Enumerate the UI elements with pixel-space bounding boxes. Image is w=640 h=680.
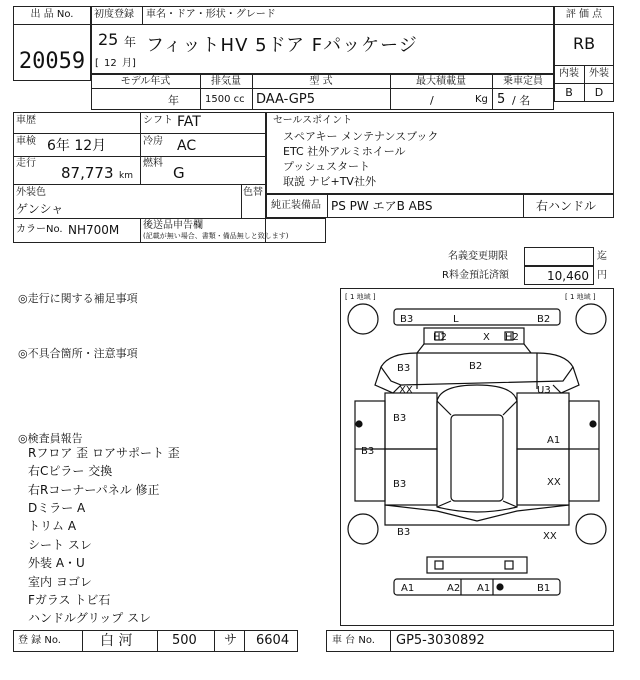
inspector-line: Rフロア 歪 ロアサポート 歪 — [28, 446, 180, 460]
ac-label: 冷房 — [143, 136, 163, 147]
driving-notes-label: ◎走行に関する補足事項 — [18, 292, 138, 305]
color-label: 外装色 — [16, 187, 46, 198]
damage-mark: B2 — [537, 314, 551, 325]
load-value: / — [430, 94, 434, 107]
shift-value: FAT — [177, 114, 201, 130]
tire-front-right — [576, 304, 606, 334]
name-change-field — [524, 247, 594, 266]
recycle-unit: 円 — [597, 270, 607, 281]
sales-point-line: プッシュスタート — [283, 160, 371, 173]
ext-grade: D — [594, 86, 604, 99]
sales-point-line: ETC 社外アルミホイール — [283, 145, 406, 158]
color-value: ゲンシャ — [16, 202, 64, 216]
ac-value: AC — [177, 138, 197, 154]
fuel-value: G — [173, 164, 185, 182]
trunk — [385, 505, 569, 525]
roof — [451, 415, 503, 501]
damage-mark: XX — [547, 477, 561, 488]
tire-front-left — [348, 304, 378, 334]
inspector-line: Dミラー A — [28, 501, 86, 515]
rear-left-door — [385, 449, 437, 505]
tire-rear-left — [348, 514, 378, 544]
damage-mark: A1 — [401, 583, 415, 594]
eval-grade: RB — [572, 34, 596, 53]
ext-label: 外装 — [589, 68, 609, 79]
cc-value: 1500 cc — [205, 94, 245, 105]
inspector-line: 室内 ヨゴレ — [28, 575, 92, 589]
lot-number: 20059 — [18, 49, 86, 74]
registration-class: 500 — [172, 633, 197, 648]
damage-mark: L — [453, 314, 459, 325]
int-label: 内装 — [559, 68, 579, 79]
registration-label: 登 録 No. — [18, 635, 61, 646]
inspector-line: ハンドルグリップ スレ — [28, 611, 152, 625]
tire-rear-right — [576, 514, 606, 544]
reg-year: 25 — [98, 30, 119, 49]
recycle-value: 10,460 — [547, 269, 589, 283]
lot-label: 出 品 No. — [30, 9, 74, 20]
reg-label: 初度登録 — [94, 9, 134, 20]
damage-mark: XX — [399, 385, 413, 396]
color-no-label: カラーNo. — [16, 224, 63, 235]
damage-mark: H2 — [433, 332, 447, 343]
damage-mark: X — [483, 332, 490, 343]
registration-area: 白 河 — [100, 633, 133, 649]
reg-month: 12 — [104, 58, 117, 69]
damage-mark: B1 — [537, 583, 551, 594]
registration-kana: サ — [224, 633, 238, 648]
chassis-label: 車 台 No. — [332, 635, 375, 646]
damage-mark: B3 — [400, 314, 414, 325]
name-change-unit: 迄 — [597, 251, 607, 262]
rear-panel — [427, 557, 527, 573]
car-label: 車名・ドア・形状・グレード — [146, 9, 276, 20]
cabin — [437, 385, 517, 512]
reg-month-open: [ — [95, 58, 99, 69]
load-label: 最大積載量 — [416, 76, 466, 87]
tag-right: [ 1 地域 ] — [565, 293, 596, 301]
type-value: DAA-GP5 — [256, 92, 315, 107]
handle-value: 右ハンドル — [536, 199, 597, 213]
damage-mark: B3 — [397, 363, 411, 374]
reg-year-unit: 年 — [124, 35, 137, 49]
damage-mark: B3 — [361, 446, 375, 457]
chassis-value: GP5-3030892 — [396, 633, 485, 648]
capacity-label: 乗車定員 — [503, 76, 543, 87]
color-change-label: 色替 — [243, 187, 263, 198]
damage-mark: B3 — [397, 527, 411, 538]
capacity-unit: / 名 — [512, 94, 531, 107]
inspector-line: 右Cピラー 交換 — [28, 464, 113, 478]
damage-mark: B3 — [393, 413, 407, 424]
capacity-value: 5 — [497, 92, 506, 107]
name-change-label: 名義変更期限 — [448, 251, 508, 262]
cc-label: 排気量 — [211, 76, 241, 87]
reg-month-unit: 月] — [122, 58, 136, 69]
model-year-unit: 年 — [168, 94, 179, 107]
defects-label: ◎不具合箇所・注意事項 — [18, 347, 138, 360]
sales-point-line: スペアキー メンテナンスブック — [283, 130, 439, 143]
damage-mark: XX — [543, 531, 557, 542]
damage-mark: A1 — [477, 583, 491, 594]
damage-mark: U3 — [537, 385, 551, 396]
damage-mark: B2 — [469, 361, 483, 372]
shift-label: シフト — [143, 115, 173, 126]
damage-mark: A1 — [547, 435, 561, 446]
damage-mark: A2 — [447, 583, 461, 594]
eval-label: 評 価 点 — [565, 9, 603, 20]
inspection-label: 車検 — [16, 136, 36, 147]
equipment-label: 純正装備品 — [271, 200, 321, 211]
inspector-line: Fガラス トビ石 — [28, 593, 111, 607]
documents-label: 後送品申告欄 — [143, 220, 203, 231]
damage-mark: B3 — [393, 479, 407, 490]
mileage-label: 走行 — [16, 158, 36, 169]
damage-mark: H2 — [505, 332, 519, 343]
car-name: フィットHV 5ドア Fパッケージ — [146, 35, 418, 56]
equipment-value: PS PW エアB ABS — [331, 199, 433, 213]
mileage-unit: km — [119, 171, 133, 181]
rear-right-door — [517, 449, 569, 505]
recycle-label: R料金預託済額 — [442, 270, 509, 281]
inspector-label: ◎検査員報告 — [18, 432, 83, 445]
int-grade: B — [565, 86, 573, 99]
front-right-door — [517, 393, 569, 449]
damage-diagram — [340, 288, 614, 626]
front-bumper — [394, 309, 560, 325]
registration-number: 6604 — [256, 633, 290, 648]
model-year-label: モデル年式 — [120, 76, 171, 87]
fuel-label: 燃料 — [143, 158, 163, 169]
sales-points-label: セールスポイント — [273, 115, 353, 126]
right-side — [569, 401, 599, 501]
inspector-line: シート スレ — [28, 538, 92, 552]
tag-left: [ 1 地域 ] — [345, 293, 376, 301]
history-label: 車歴 — [16, 115, 36, 126]
inspector-line: トリム A — [28, 519, 77, 533]
sales-point-line: 取説 ナビ+TV社外 — [283, 175, 376, 188]
inspection-value: 6年 12月 — [47, 138, 107, 154]
mileage-value: 87,773 — [61, 164, 114, 182]
inspector-line: 外装 A・U — [28, 556, 85, 570]
load-unit: Kg — [475, 94, 488, 105]
inspector-line: 右Rコーナーパネル 修正 — [28, 483, 160, 497]
color-no-value: NH700M — [68, 223, 120, 237]
type-label: 型 式 — [309, 76, 333, 87]
documents-note: (記載が無い場合、書類・備品無しと致します) — [143, 232, 289, 240]
